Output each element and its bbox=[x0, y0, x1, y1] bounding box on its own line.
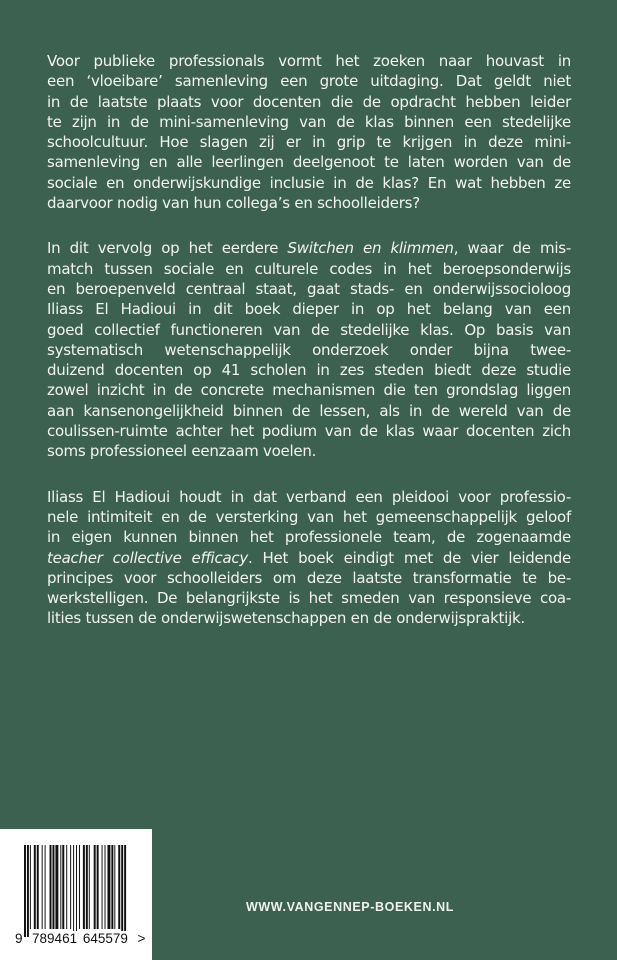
barcode-bar bbox=[37, 845, 39, 929]
text-line bbox=[47, 527, 571, 547]
text-segment: samenleving en alle leerlingen deelgenoot te laten worden van de bbox=[47, 153, 571, 172]
text-line bbox=[47, 340, 571, 360]
book-title-italic: Switchen en klimmen bbox=[287, 239, 454, 258]
text-segment: Iliass El Hadioui in dit boek dieper in op het belang van een bbox=[47, 300, 571, 319]
text-segment: , waar de mis- bbox=[453, 239, 571, 258]
barcode-bar bbox=[114, 845, 115, 929]
barcode-bar bbox=[107, 845, 110, 929]
text-line bbox=[47, 152, 571, 172]
barcode-bar bbox=[111, 845, 113, 929]
text-line bbox=[47, 279, 571, 299]
barcode-bar bbox=[79, 845, 80, 929]
text-segment: te zijn in de mini-samenleving van de klas binnen een stedelijke bbox=[47, 112, 571, 131]
text-segment: nele intimiteit en de versterking van het gemeenschappelijk geloof bbox=[47, 507, 571, 526]
barcode-bars bbox=[24, 845, 132, 937]
text-line bbox=[47, 568, 571, 588]
barcode-bar bbox=[105, 845, 106, 929]
text-line bbox=[47, 238, 571, 258]
text-segment: en beroepenveld centraal staat, gaat stads- en onderwijssocioloog bbox=[47, 279, 571, 298]
text-line bbox=[47, 51, 571, 71]
text-segment: soms professioneel eenzaam voelen. bbox=[47, 442, 317, 461]
text-segment: In dit vervolg op het eerdere bbox=[47, 239, 288, 258]
barcode-bar bbox=[24, 845, 26, 937]
barcode-bar bbox=[83, 845, 85, 929]
text-line bbox=[47, 588, 571, 608]
text-line bbox=[47, 421, 571, 441]
text-line bbox=[47, 173, 571, 193]
text-line bbox=[47, 608, 571, 628]
blurb-text bbox=[47, 51, 571, 654]
barcode-bar bbox=[50, 845, 52, 929]
paragraph-2 bbox=[47, 238, 571, 461]
text-line bbox=[47, 259, 571, 279]
text-line bbox=[47, 487, 571, 507]
isbn-group2: 645579 bbox=[82, 931, 128, 946]
text-line bbox=[47, 401, 571, 421]
text-segment: werkstelligen. De belangrijkste is het smeden van responsieve coa- bbox=[47, 589, 571, 608]
barcode-bar bbox=[45, 845, 46, 929]
text-segment: in eigen kunnen binnen het professionele team, de zogenaamde bbox=[47, 528, 571, 547]
isbn-lead: 9 bbox=[15, 931, 23, 946]
text-segment: een ‘vloeibare’ samenleving een grote uitdaging. Dat geldt niet bbox=[47, 72, 571, 91]
text-segment: zowel inzicht in de concrete mechanismen die ten grondslag liggen bbox=[47, 381, 571, 400]
text-segment: schoolcultuur. Hoe slagen zij er in grip te krijgen in deze mini- bbox=[47, 133, 571, 152]
paragraph-1 bbox=[47, 51, 571, 213]
text-line bbox=[47, 380, 571, 400]
barcode-bar bbox=[42, 845, 43, 929]
barcode-bar bbox=[70, 845, 71, 929]
text-segment: Iliass El Hadioui houdt in dat verband een pleidooi voor professio- bbox=[47, 487, 571, 506]
text-segment: goed collectief functioneren van de stedelijke klas. Op basis van bbox=[47, 320, 571, 339]
barcode-bar bbox=[60, 845, 61, 929]
text-line bbox=[47, 92, 571, 112]
text-segment: sociale en onderwijskundige inclusie in de klas? En wat hebben ze bbox=[47, 173, 571, 192]
barcode-bar bbox=[34, 845, 36, 929]
isbn-arrow: > bbox=[137, 931, 146, 946]
barcode-bar bbox=[121, 845, 123, 937]
isbn-barcode bbox=[0, 829, 152, 960]
text-segment: Voor publieke professionals vormt het zoeken naar houvast in bbox=[47, 52, 571, 70]
text-segment: in de laatste plaats voor docenten die de opdracht hebben leider bbox=[47, 92, 571, 111]
isbn-number bbox=[14, 931, 146, 946]
text-line bbox=[47, 299, 571, 319]
barcode-bar bbox=[30, 845, 31, 929]
text-line bbox=[47, 360, 571, 380]
barcode-bar bbox=[94, 845, 96, 929]
barcode-bar bbox=[86, 845, 88, 929]
text-segment: aan kansenongelijkheid binnen de lessen, als in de wereld van de bbox=[47, 401, 571, 420]
barcode-bar bbox=[102, 845, 103, 929]
text-segment: match tussen sociale en culturele codes in het beroepsonderwijs bbox=[47, 259, 571, 278]
text-line bbox=[47, 441, 571, 461]
text-segment: principes voor schoolleiders om deze laatste transformatie te be- bbox=[47, 568, 571, 587]
text-line bbox=[47, 132, 571, 152]
text-line bbox=[47, 71, 571, 91]
text-segment: . Het boek eindigt met de vier leidende bbox=[248, 548, 571, 567]
text-segment: coulissen-ruimte achter het podium van de klas waar docenten zich bbox=[47, 422, 571, 441]
isbn-group1: 789461 bbox=[32, 931, 78, 946]
barcode-bar bbox=[27, 845, 29, 937]
text-line bbox=[47, 548, 571, 568]
barcode-bar bbox=[52, 845, 54, 929]
barcode-bar bbox=[66, 845, 67, 929]
text-line bbox=[47, 193, 571, 213]
text-segment: systematisch wetenschappelijk onderzoek onder bijna twee- bbox=[47, 340, 571, 359]
book-title-italic: teacher collective efficacy bbox=[47, 548, 249, 567]
text-line bbox=[47, 507, 571, 527]
text-segment: lities tussen de onderwijswetenschappen en de onderwijspraktijk. bbox=[47, 609, 525, 628]
barcode-bar bbox=[124, 845, 126, 937]
barcode-bar bbox=[55, 845, 58, 929]
barcode-bar bbox=[73, 845, 74, 937]
barcode-bar bbox=[89, 845, 90, 929]
barcode-bar bbox=[62, 845, 64, 929]
publisher-url[interactable]: WWW.VANGENNEP-BOEKEN.NL bbox=[246, 900, 455, 914]
text-line bbox=[47, 112, 571, 132]
paragraph-3 bbox=[47, 487, 571, 629]
text-segment: duizend docenten op 41 scholen in zes steden biedt deze studie bbox=[47, 361, 571, 380]
barcode-bar bbox=[76, 845, 77, 937]
text-segment: daarvoor nodig van hun collega’s en schoolleiders? bbox=[47, 194, 420, 213]
text-line bbox=[47, 320, 571, 340]
barcode-bar bbox=[118, 845, 120, 929]
barcode-bar bbox=[97, 845, 99, 929]
